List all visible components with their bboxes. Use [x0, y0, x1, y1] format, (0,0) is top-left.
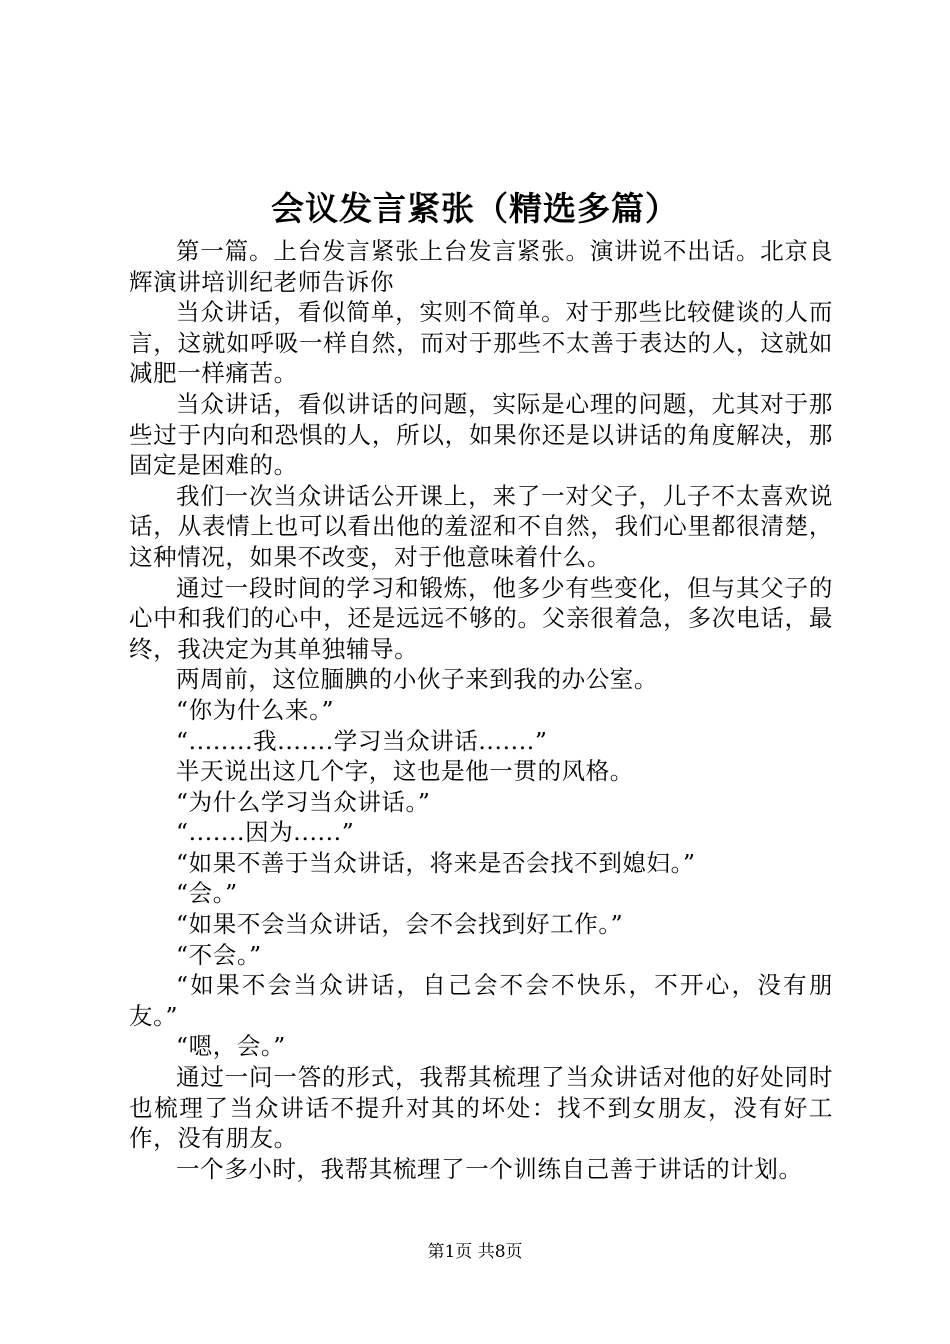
paragraph: 第一篇。上台发言紧张上台发言紧张。演讲说不出话。北京良辉演讲培训纪老师告诉你	[129, 237, 833, 296]
paragraph: “.......因为......”	[176, 818, 355, 847]
document-title: 会议发言紧张（精选多篇）	[271, 189, 679, 228]
paragraph: 两周前，这位腼腆的小伙子来到我的办公室。	[176, 665, 658, 694]
paragraph: “不会。”	[176, 940, 262, 969]
paragraph: “会。”	[176, 879, 238, 908]
paragraph: 半天说出这几个字，这也是他一贯的风格。	[176, 757, 634, 786]
paragraph: 当众讲话，看似简单，实则不简单。对于那些比较健谈的人而言，这就如呼吸一样自然，而对于那些不太善于表达的人，这就如减肥一样痛苦。	[129, 298, 833, 388]
paragraph: 当众讲话，看似讲话的问题，实际是心理的问题，尤其对于那些过于内向和恐惧的人，所以，如果你还是以讲话的角度解决，那固定是困难的。	[129, 389, 833, 480]
document-body	[129, 236, 833, 1184]
page-number-footer: 第1页 共8页	[427, 1242, 523, 1262]
paragraph: “嗯，会。”	[176, 1032, 286, 1061]
paragraph: “........我.......学习当众讲话.......”	[176, 726, 548, 755]
paragraph: 通过一段时间的学习和锻炼，他多少有些变化，但与其父子的心中和我们的心中，还是远远不够的。父亲很着急，多次电话，最终，我决定为其单独辅导。	[129, 573, 833, 663]
paragraph: 一个多小时，我帮其梳理了一个训练自己善于讲话的计划。	[176, 1154, 803, 1183]
paragraph: “如果不会当众讲话，会不会找到好工作。”	[176, 910, 624, 939]
paragraph: 通过一问一答的形式，我帮其梳理了当众讲话对他的好处同时也梳理了当众讲话不提升对其的坏处：找不到女朋友，没有好工作，没有朋友。	[129, 1063, 833, 1153]
paragraph: “如果不善于当众讲话，将来是否会找不到媳妇。”	[176, 848, 696, 877]
paragraph: “如果不会当众讲话，自己会不会不快乐，不开心，没有朋友。”	[129, 971, 833, 1030]
paragraph: “为什么学习当众讲话。”	[176, 787, 431, 816]
paragraph: “你为什么来。”	[176, 695, 335, 724]
paragraph: 我们一次当众讲话公开课上，来了一对父子，儿子不太喜欢说话，从表情上也可以看出他的羞涩和不自然，我们心里都很清楚，这种情况，如果不改变，对于他意味着什么。	[129, 481, 833, 571]
